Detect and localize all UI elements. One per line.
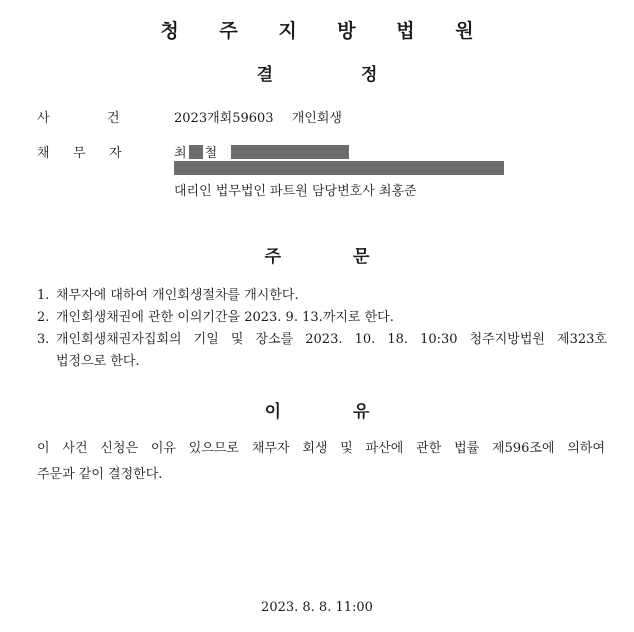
reason-heading	[0, 397, 634, 422]
redaction-block	[189, 145, 203, 159]
case-value	[174, 107, 342, 126]
debtor-label-char-1: 채	[37, 146, 50, 161]
case-label-char-2: 건	[107, 111, 120, 126]
redaction-block	[174, 161, 504, 175]
court-name: 청 주 지 방 법 원	[160, 20, 491, 42]
decision-date: 2023. 8. 8. 11:00	[261, 600, 373, 615]
document-title	[0, 60, 634, 85]
debtor-name	[174, 142, 349, 161]
debtor-label-char-3: 자	[109, 146, 122, 161]
case-number: 2023개회59603	[174, 111, 274, 126]
case-label	[37, 107, 120, 126]
reason-heading-char-2: 유	[353, 402, 370, 422]
debtor-name-part-2: 철	[204, 146, 218, 161]
reason-body	[37, 436, 605, 488]
title-part-2: 정	[361, 65, 378, 85]
debtor-agent: 대리인 법무법인 파트원 담당변호사 최홍준	[174, 184, 417, 199]
order-item	[37, 285, 607, 307]
debtor-label	[37, 142, 145, 161]
order-heading	[0, 242, 634, 267]
case-type: 개인회생	[291, 111, 342, 126]
order-item-continuation: 법정으로 한다.	[56, 354, 140, 369]
order-item	[37, 329, 607, 351]
order-items	[37, 285, 607, 373]
reason-line-2: 주문과 같이 결정한다.	[37, 467, 163, 482]
debtor-label-char-2: 무	[73, 146, 86, 161]
order-item-number: 2.	[37, 310, 50, 325]
reason-line-1: 이 사건 신청은 이유 있으므로 채무자 회생 및 파산에 관한 법률 제596조에 의하여	[37, 441, 605, 456]
case-label-char-1: 사	[37, 111, 50, 126]
debtor-name-part-1: 최	[174, 146, 187, 161]
reason-heading-char-1: 이	[264, 402, 281, 422]
order-item-text: 개인회생채권에 관한 이의기간을 2023. 9. 13.까지로 한다.	[56, 310, 394, 325]
redaction-block	[231, 145, 349, 159]
title-part-1: 결	[256, 65, 273, 85]
order-heading-char-1: 주	[264, 247, 281, 267]
order-item-text: 채무자에 대하여 개인회생절차를 개시한다.	[56, 288, 299, 303]
order-heading-char-2: 문	[353, 247, 370, 267]
order-item-text: 개인회생채권자집회의 기일 및 장소를 2023. 10. 18. 10:30 청주지방법원 제323호	[56, 332, 607, 347]
order-item-number: 3.	[37, 332, 50, 347]
order-item-number: 1.	[37, 288, 50, 303]
order-item	[37, 307, 607, 329]
